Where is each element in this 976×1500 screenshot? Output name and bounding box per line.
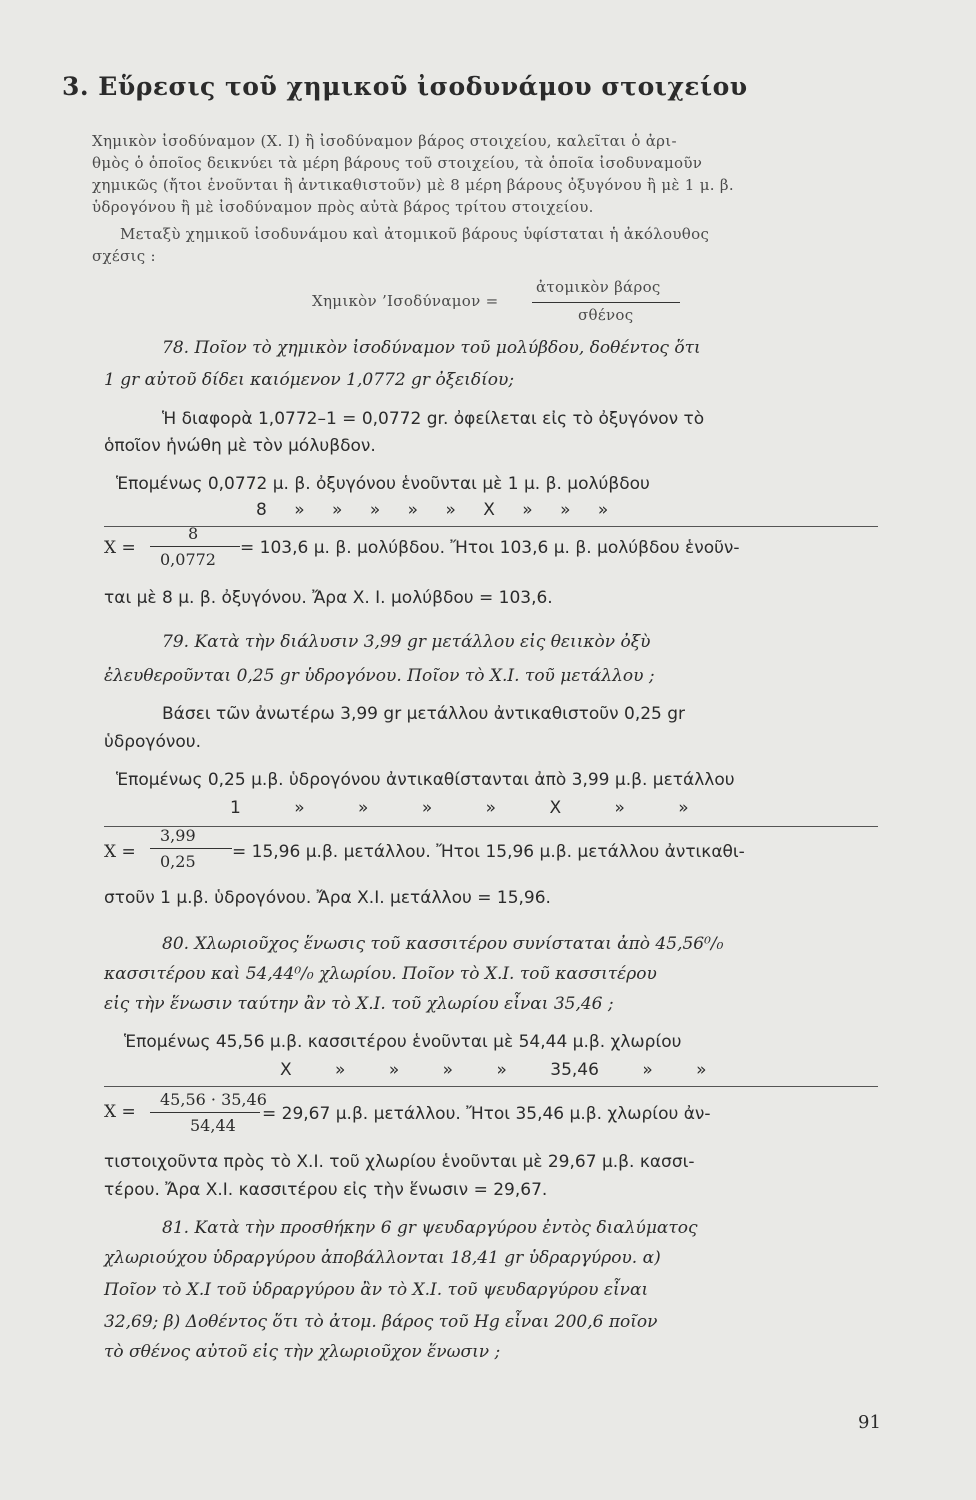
problem-question-line: 80. Χλωριοῦχος ἕνωσις τοῦ κασσιτέρου συνίσταται ἀπὸ 45,56⁰/₀ — [162, 934, 724, 954]
problem-result-line: = 103,6 μ. β. μολύβδου. Ἤτοι 103,6 μ. β. μολύβδου ἑνοῦν- — [240, 538, 740, 558]
problem-question-line: Ποῖον τὸ Χ.Ι τοῦ ὑδραργύρου ἂν τὸ Χ.Ι. τοῦ ψευδαργύρου εἶναι — [104, 1280, 649, 1300]
problem-text-line: Ἡ διαφορὰ 1,0772–1 = 0,0772 gr. ὀφείλεται εἰς τὸ ὀξυγόνον τὸ — [162, 409, 705, 429]
problem-question-line: κασσιτέρου καὶ 54,44⁰/₀ χλωρίου. Ποῖον τὸ Χ.Ι. τοῦ κασσιτέρου — [104, 964, 657, 984]
formula-fraction-bar — [532, 302, 680, 303]
problem-question-line: 81. Κατὰ τὴν προσθήκην 6 gr ψευδαργύρου ἐντὸς διαλύματος — [162, 1218, 698, 1238]
intro-line: Μεταξὺ χημικοῦ ἰσοδυνάμου καὶ ἀτομικοῦ βάρους ὑφίσταται ἡ ἀκόλουθος — [120, 225, 710, 243]
fraction-denominator: 54,44 — [190, 1116, 236, 1135]
fraction-numerator: 3,99 — [160, 826, 196, 845]
problem-result-line: τιστοιχοῦντα πρὸς τὸ Χ.Ι. τοῦ χλωρίου ἑνοῦνται μὲ 29,67 μ.β. κασσι- — [104, 1152, 695, 1172]
problem-question-line: 79. Κατὰ τὴν διάλυσιν 3,99 gr μετάλλου εἰς θειικὸν ὀξὺ — [162, 632, 651, 652]
fraction-bar — [150, 546, 240, 547]
problem-question-line: 1 gr αὐτοῦ δίδει καιόμενον 1,0772 gr ὀξειδίου; — [104, 370, 515, 390]
section-title: 3. Εὕρεσις τοῦ χημικοῦ ἰσοδυνάμου στοιχείου — [62, 72, 748, 101]
intro-line: Χημικὸν ἰσοδύναμον (Χ. Ι) ἢ ἰσοδύναμον βάρος στοιχείου, καλεῖται ὁ ἀρι- — [92, 132, 677, 150]
fraction-denominator: 0,25 — [160, 852, 196, 871]
problem-question-line: 32,69; β) Δοθέντος ὅτι τὸ ἀτομ. βάρος τοῦ Hg εἶναι 200,6 ποῖον — [104, 1312, 658, 1332]
problem-text-line: Ἑπομένως 45,56 μ.β. κασσιτέρου ἑνοῦνται μὲ 54,44 μ.β. χλωρίου — [124, 1032, 682, 1052]
problem-text-line: Χ » » » » 35,46 » » — [280, 1060, 707, 1080]
problem-text-line: ὑδρογόνου. — [104, 732, 202, 752]
separator-rule — [104, 1086, 878, 1087]
problem-text-line: Ἑπομένως 0,0772 μ. β. ὀξυγόνου ἑνοῦνται μὲ 1 μ. β. μολύβδου — [116, 474, 650, 494]
problem-question-line: 78. Ποῖον τὸ χημικὸν ἰσοδύναμον τοῦ μολύβδου, δοθέντος ὅτι — [162, 338, 701, 358]
fraction-lhs: Χ = — [104, 842, 136, 862]
problem-question-line: εἰς τὴν ἕνωσιν ταύτην ἂν τὸ Χ.Ι. τοῦ χλωρίου εἶναι 35,46 ; — [104, 994, 614, 1014]
page-number: 91 — [858, 1412, 881, 1433]
separator-rule — [104, 826, 878, 827]
problem-result-line: στοῦν 1 μ.β. ὑδρογόνου. Ἄρα Χ.Ι. μετάλλου = 15,96. — [104, 888, 551, 908]
fraction-numerator: 8 — [188, 524, 199, 543]
problem-text-line: Βάσει τῶν ἀνωτέρω 3,99 gr μετάλλου ἀντικαθιστοῦν 0,25 gr — [162, 704, 686, 724]
intro-line: θμὸς ὁ ὁποῖος δεικνύει τὰ μέρη βάρους τοῦ στοιχείου, τὰ ὁποῖα ἰσοδυναμοῦν — [92, 154, 703, 172]
fraction-denominator: 0,0772 — [160, 550, 216, 569]
problem-result-line: ται μὲ 8 μ. β. ὀξυγόνου. Ἄρα Χ. Ι. μολύβδου = 103,6. — [104, 588, 553, 608]
problem-question-line: ἐλευθεροῦνται 0,25 gr ὑδρογόνου. Ποῖον τὸ Χ.Ι. τοῦ μετάλλου ; — [104, 666, 655, 686]
formula-lhs: Χημικὸν ’Ισοδύναμον = — [312, 292, 499, 310]
problem-text-line: ὁποῖον ἡνώθη μὲ τὸν μόλυβδον. — [104, 436, 376, 456]
problem-result-line: = 29,67 μ.β. μετάλλου. Ἤτοι 35,46 μ.β. χλωρίου ἀν- — [262, 1104, 711, 1124]
intro-line: σχέσις : — [92, 247, 156, 265]
fraction-lhs: Χ = — [104, 1102, 136, 1122]
problem-result-line: = 15,96 μ.β. μετάλλου. Ἤτοι 15,96 μ.β. μετάλλου ἀντικαθι- — [232, 842, 745, 862]
fraction-bar — [150, 1112, 260, 1113]
separator-rule — [104, 526, 878, 527]
fraction-bar — [150, 848, 232, 849]
problem-text-line: 1 » » » » Χ » » — [230, 798, 689, 818]
fraction-lhs: Χ = — [104, 538, 136, 558]
problem-text-line: Ἑπομένως 0,25 μ.β. ὑδρογόνου ἀντικαθίστανται ἀπὸ 3,99 μ.β. μετάλλου — [116, 770, 735, 790]
intro-line: ὑδρογόνου ἢ μὲ ἰσοδύναμον πρὸς αὐτὰ βάρος τρίτου στοιχείου. — [92, 198, 594, 216]
problem-text-line: 8 » » » » » Χ » » » — [256, 500, 609, 520]
intro-line: χημικῶς (ἤτοι ἑνοῦνται ἢ ἀντικαθιστοῦν) μὲ 8 μέρη βάρους ὀξυγόνου ἢ μὲ 1 μ. β. — [92, 176, 734, 194]
problem-question-line: χλωριούχου ὑδραργύρου ἀποβάλλονται 18,41 gr ὑδραργύρου. α) — [104, 1248, 661, 1268]
formula-numerator: ἀτομικὸν βάρος — [536, 278, 661, 296]
problem-result-line: τέρου. Ἄρα Χ.Ι. κασσιτέρου εἰς τὴν ἕνωσιν = 29,67. — [104, 1180, 548, 1200]
problem-question-line: τὸ σθένος αὐτοῦ εἰς τὴν χλωριοῦχον ἕνωσιν ; — [104, 1342, 501, 1362]
fraction-numerator: 45,56 · 35,46 — [160, 1090, 267, 1109]
formula-denominator: σθένος — [578, 306, 634, 324]
